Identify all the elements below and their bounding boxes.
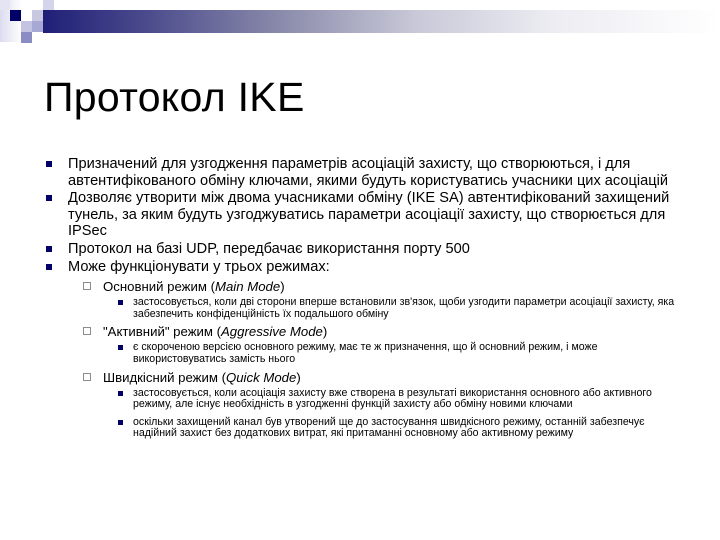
mode-detail — [0, 388, 681, 411]
bullet-item — [0, 156, 688, 189]
mode-detail-text: застосовується, коли дві сторони вперше встановили зв'язок, щоби узгодити параметри асоціації захисту, яка забезпечить конфіденційність їх подальшого обміну — [133, 296, 675, 320]
bullet-item — [0, 190, 688, 240]
square-bullet-icon — [118, 345, 123, 350]
deco-square-dark — [10, 10, 21, 21]
deco-square-top-right — [43, 0, 54, 10]
square-bullet-icon — [118, 420, 123, 425]
mode-detail-text: оскільки захищений канал був утворений ще до застосування швидкісного режиму, останній забезпечує надійний захист без додаткових витрат, які притаманні основному або активному режиму — [133, 415, 645, 440]
mode-name-english: Aggressive Mode — [221, 324, 323, 340]
deco-square-light — [32, 10, 43, 21]
mode-detail — [0, 342, 681, 365]
slide-header-decoration — [0, 0, 720, 50]
deco-square-bottom — [21, 32, 32, 43]
deco-square-top-light — [0, 0, 10, 10]
mode-detail — [0, 417, 681, 440]
mode-name: "Активний" режим ( — [103, 324, 221, 340]
mode-detail — [0, 297, 681, 320]
mode-item-quick — [0, 370, 693, 385]
slide-title: Протокол IKE — [44, 74, 305, 120]
mode-detail-text: застосовується, коли асоціація захисту вже створена в результаті використання основного або активного режиму, але існує необхідність в узгодженні функцій захисту або обміну новими ключами — [133, 386, 652, 411]
header-gradient-bar — [43, 10, 720, 33]
mode-name-english: Main Mode — [214, 279, 281, 295]
bullet-text: Може функціонувати у трьох режимах: — [68, 258, 330, 275]
square-bullet-icon — [118, 300, 123, 305]
mode-name-close: ) — [322, 324, 328, 340]
mode-item-main — [0, 279, 693, 294]
mode-name-close: ) — [296, 369, 301, 385]
square-bullet-icon — [46, 161, 52, 167]
hollow-square-bullet-icon — [83, 282, 91, 290]
slide-content — [0, 156, 720, 440]
square-bullet-icon — [46, 195, 52, 201]
square-bullet-icon — [46, 264, 52, 270]
hollow-square-bullet-icon — [83, 327, 91, 335]
bullet-item — [0, 241, 688, 258]
bullet-text: Протокол на базі UDP, передбачає використання порту 500 — [68, 240, 470, 257]
bullet-text: Призначений для узгодження параметрів асоціацій захисту, що створюються, і для автентифікованого обміну ключами, якими будуть користуватись учасники цих асоціацій — [68, 156, 668, 189]
mode-detail-text: є скороченою версією основного режиму, має те ж призначення, що й основний режим, і може використовуватись замість нього — [133, 341, 598, 365]
mode-item-aggressive — [0, 324, 693, 339]
mode-name-english: Quick Mode — [225, 369, 297, 385]
bullet-item — [0, 259, 688, 276]
mode-name: Основний режим ( — [103, 279, 215, 295]
square-bullet-icon — [118, 391, 123, 396]
bullet-text: Дозволяє утворити між двома учасниками обміну (IKE SA) автентифікований захищений тунель, за яким будуть узгоджуватись параметри асоціації захисту, що створюється для IPSec — [68, 190, 670, 240]
deco-square-mid-1 — [21, 21, 32, 32]
hollow-square-bullet-icon — [83, 373, 91, 381]
deco-square-mid-2 — [32, 21, 43, 32]
mode-name-close: ) — [280, 279, 285, 295]
mode-name: Швидкісний режим ( — [103, 369, 226, 385]
square-bullet-icon — [46, 246, 52, 252]
